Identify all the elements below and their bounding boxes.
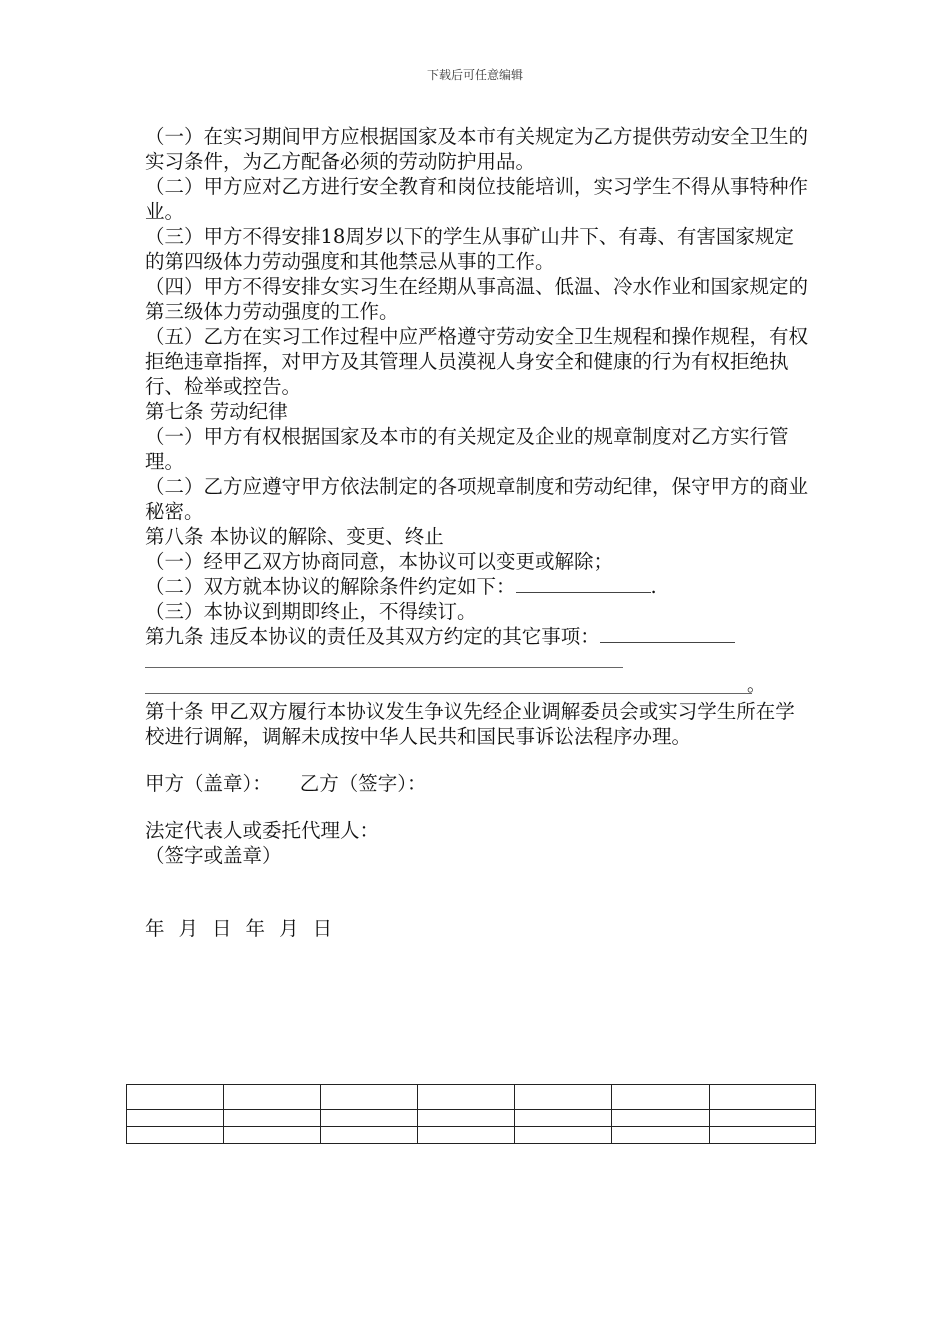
table-cell bbox=[515, 1110, 612, 1127]
blank-fill-line[interactable] bbox=[145, 667, 623, 668]
clause-8-2 bbox=[145, 574, 810, 599]
table-cell bbox=[612, 1127, 710, 1144]
date-line bbox=[145, 916, 810, 941]
table-cell bbox=[418, 1085, 515, 1110]
clause-9 bbox=[145, 624, 810, 649]
party-b-signature-label: 乙方（签字）： bbox=[299, 772, 427, 795]
table-cell bbox=[127, 1110, 224, 1127]
table-cell bbox=[418, 1110, 515, 1127]
section-heading: 第七条 劳动纪律 bbox=[145, 400, 288, 423]
date-year: 年 bbox=[245, 917, 266, 940]
table-row bbox=[127, 1110, 816, 1127]
table-cell bbox=[515, 1085, 612, 1110]
table-row bbox=[127, 1085, 816, 1110]
table-cell bbox=[515, 1127, 612, 1144]
table-cell bbox=[321, 1085, 418, 1110]
date-month: 月 bbox=[178, 917, 199, 940]
paragraph: （一）甲方有权根据国家及本市的有关规定及企业的规章制度对乙方实行管理。 bbox=[145, 425, 789, 473]
blank-fill-line[interactable] bbox=[145, 693, 752, 694]
table-cell bbox=[224, 1110, 321, 1127]
representative-note: （签字或盖章） bbox=[145, 844, 282, 867]
table-cell bbox=[224, 1127, 321, 1144]
paragraph: （四）甲方不得安排女实习生在经期从事高温、低温、冷水作业和国家规定的第三级体力劳动强度的工作。 bbox=[145, 275, 809, 323]
clause-10: 第十条 甲乙双方履行本协议发生争议先经企业调解委员会或实习学生所在学校进行调解，调解未成按中华人民共和国民事诉讼法程序办理。 bbox=[145, 700, 795, 748]
clause-9-end: 。 bbox=[747, 675, 765, 696]
clause-9-fill-area bbox=[145, 649, 810, 699]
date-year: 年 bbox=[145, 917, 165, 940]
table-cell bbox=[612, 1110, 710, 1127]
clause-9-text: 第九条 违反本协议的责任及其双方约定的其它事项： bbox=[145, 625, 600, 648]
paragraph: （二）甲方应对乙方进行安全教育和岗位技能培训，实习学生不得从事特种作业。 bbox=[145, 175, 809, 223]
blank-fill-line[interactable] bbox=[516, 574, 651, 593]
table-cell bbox=[710, 1127, 816, 1144]
representative-label: 法定代表人或委托代理人： bbox=[145, 819, 380, 842]
paragraph: （一）经甲乙双方协商同意，本协议可以变更或解除； bbox=[145, 550, 614, 573]
blank-fill-line[interactable] bbox=[600, 624, 735, 643]
date-month: 月 bbox=[279, 917, 299, 940]
page-header: 下载后可任意编辑 bbox=[426, 68, 523, 82]
table-cell bbox=[127, 1085, 224, 1110]
paragraph: （一）在实习期间甲方应根据国家及本市有关规定为乙方提供劳动安全卫生的实习条件，为乙方配备必须的劳动防护用品。 bbox=[145, 125, 809, 173]
clause-8-2-text: （二）双方就本协议的解除条件约定如下： bbox=[145, 575, 516, 598]
table-row bbox=[127, 1127, 816, 1144]
party-a-signature-label: 甲方（盖章）： bbox=[145, 772, 272, 795]
table-cell bbox=[418, 1127, 515, 1144]
clause-8-3: （三）本协议到期即终止，不得续订。 bbox=[145, 600, 477, 623]
table-cell bbox=[127, 1127, 224, 1144]
section-heading: 第八条 本协议的解除、变更、终止 bbox=[145, 525, 444, 548]
table-cell bbox=[321, 1110, 418, 1127]
paragraph: （五）乙方在实习工作过程中应严格遵守劳动安全卫生规程和操作规程，有权拒绝违章指挥，对甲方及其管理人员漠视人身安全和健康的行为有权拒绝执行、检举或控告。 bbox=[145, 325, 809, 398]
paragraph: （三）甲方不得安排18周岁以下的学生从事矿山井下、有毒、有害国家规定的第四级体力劳动强度和其他禁忌从事的工作。 bbox=[145, 225, 794, 273]
date-day: 日 bbox=[212, 917, 232, 940]
table-cell bbox=[224, 1085, 321, 1110]
table-cell bbox=[710, 1110, 816, 1127]
clause-8-2-end: . bbox=[650, 575, 657, 598]
document-body bbox=[145, 124, 810, 941]
paragraph: （二）乙方应遵守甲方依法制定的各项规章制度和劳动纪律，保守甲方的商业秘密。 bbox=[145, 475, 809, 523]
table-cell bbox=[710, 1085, 816, 1110]
date-day: 日 bbox=[312, 917, 333, 940]
table-cell bbox=[321, 1127, 418, 1144]
table-cell bbox=[612, 1085, 710, 1110]
empty-table bbox=[126, 1084, 816, 1144]
signature-line bbox=[145, 771, 810, 796]
